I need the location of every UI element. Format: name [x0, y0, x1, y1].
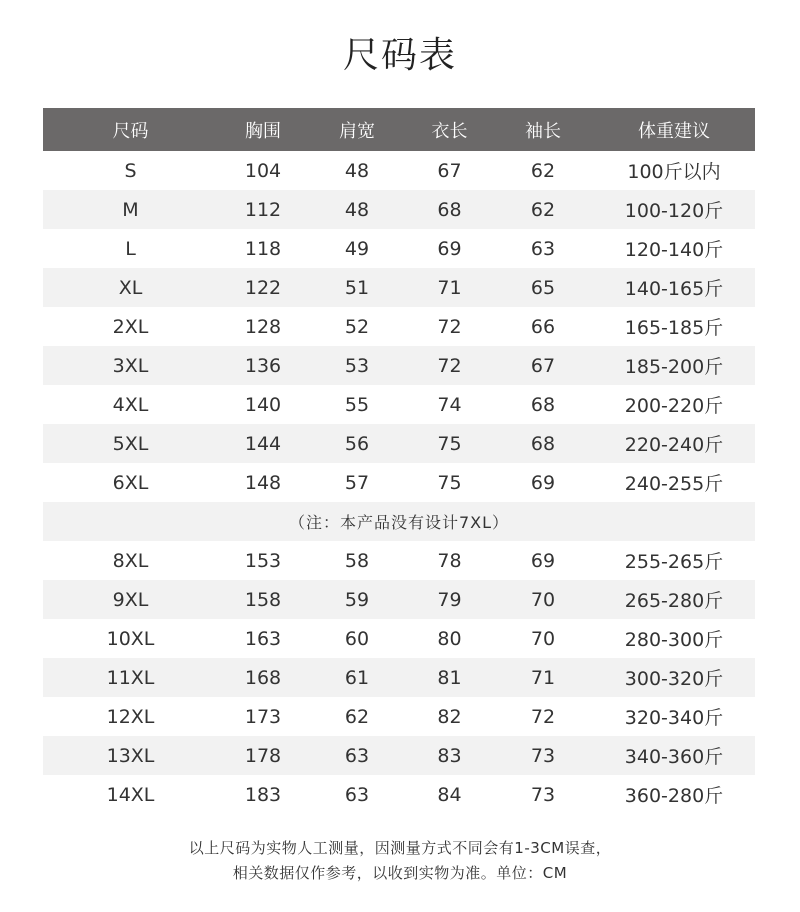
table-note: （注：本产品没有设计7XL）	[288, 513, 510, 532]
cell-size: 6XL	[112, 471, 149, 494]
table-row	[43, 385, 755, 424]
cell-chest: 153	[244, 549, 282, 572]
cell-size: 13XL	[106, 744, 155, 767]
cell-length: 72	[437, 354, 462, 377]
table-row	[43, 463, 755, 502]
cell-chest: 128	[244, 315, 282, 338]
cell-chest: 173	[244, 705, 282, 728]
cell-weight: 200-220斤	[624, 395, 724, 417]
cell-weight: 265-280斤	[624, 590, 724, 612]
cell-size: 12XL	[106, 705, 155, 728]
column-header-sleeve: 袖长	[525, 120, 561, 142]
table-row	[43, 658, 755, 697]
cell-sleeve: 68	[530, 393, 556, 416]
cell-length: 69	[437, 237, 462, 260]
column-header-chest: 胸围	[245, 120, 281, 142]
cell-shoulder: 48	[344, 159, 370, 182]
column-header-weight: 体重建议	[638, 120, 710, 142]
table-row	[43, 580, 755, 619]
cell-weight: 120-140斤	[624, 239, 724, 261]
cell-length: 68	[437, 198, 462, 221]
cell-chest: 118	[244, 237, 282, 260]
cell-sleeve: 68	[530, 432, 556, 455]
cell-size: 3XL	[112, 354, 149, 377]
cell-sleeve: 65	[530, 276, 556, 299]
cell-size: 10XL	[106, 627, 155, 650]
cell-weight: 280-300斤	[624, 629, 724, 651]
footer-line-2: 相关数据仅作参考，以收到实物为准。单位：CM	[232, 864, 568, 882]
cell-weight: 320-340斤	[624, 707, 724, 729]
cell-shoulder: 55	[344, 393, 370, 416]
cell-size: M	[122, 198, 139, 221]
cell-shoulder: 51	[344, 276, 370, 299]
cell-size: S	[124, 159, 137, 182]
cell-chest: 183	[244, 783, 282, 806]
column-header-length: 衣长	[431, 120, 468, 142]
cell-length: 84	[437, 783, 462, 806]
cell-length: 81	[437, 666, 462, 689]
cell-length: 78	[437, 549, 462, 572]
cell-shoulder: 59	[344, 588, 370, 611]
cell-length: 80	[437, 627, 462, 650]
table-row	[43, 736, 755, 775]
cell-chest: 104	[244, 159, 282, 182]
table-row	[43, 307, 755, 346]
size-table	[43, 108, 755, 814]
table-row	[43, 541, 755, 580]
cell-shoulder: 58	[344, 549, 370, 572]
cell-chest: 168	[244, 666, 282, 689]
cell-length: 67	[437, 159, 462, 182]
cell-size: 2XL	[112, 315, 149, 338]
cell-sleeve: 63	[530, 237, 556, 260]
table-body-bottom	[43, 541, 755, 814]
cell-weight: 300-320斤	[624, 668, 724, 690]
cell-length: 79	[437, 588, 462, 611]
cell-size: XL	[118, 276, 143, 299]
cell-sleeve: 70	[530, 588, 556, 611]
cell-length: 74	[437, 393, 462, 416]
cell-size: 5XL	[112, 432, 149, 455]
page-title: 尺码表	[342, 35, 457, 76]
cell-shoulder: 63	[344, 744, 370, 767]
cell-sleeve: 72	[530, 705, 556, 728]
footer-note	[0, 836, 800, 886]
cell-weight: 100-120斤	[624, 200, 724, 222]
cell-length: 75	[437, 471, 462, 494]
cell-length: 72	[437, 315, 462, 338]
cell-weight: 185-200斤	[624, 356, 724, 378]
cell-shoulder: 57	[344, 471, 370, 494]
cell-shoulder: 61	[344, 666, 370, 689]
cell-sleeve: 66	[530, 315, 556, 338]
cell-shoulder: 62	[344, 705, 370, 728]
cell-chest: 144	[244, 432, 282, 455]
cell-length: 82	[437, 705, 462, 728]
cell-sleeve: 62	[530, 159, 556, 182]
cell-weight: 165-185斤	[624, 317, 724, 339]
cell-size: 14XL	[106, 783, 155, 806]
cell-weight: 220-240斤	[624, 434, 724, 456]
cell-size: 8XL	[112, 549, 149, 572]
table-row	[43, 424, 755, 463]
cell-sleeve: 70	[530, 627, 556, 650]
cell-sleeve: 69	[530, 471, 556, 494]
table-row	[43, 229, 755, 268]
cell-shoulder: 49	[344, 237, 370, 260]
cell-weight: 100斤以内	[627, 161, 721, 183]
cell-weight: 360-280斤	[624, 785, 724, 807]
cell-sleeve: 69	[530, 549, 556, 572]
cell-shoulder: 60	[344, 627, 370, 650]
footer-line-1: 以上尺码为实物人工测量，因测量方式不同会有1-3CM误查，	[188, 839, 612, 857]
cell-sleeve: 62	[530, 198, 556, 221]
table-header	[43, 108, 755, 151]
cell-length: 71	[437, 276, 462, 299]
cell-shoulder: 53	[344, 354, 370, 377]
cell-chest: 178	[244, 744, 282, 767]
cell-size: 4XL	[112, 393, 149, 416]
cell-chest: 158	[244, 588, 282, 611]
cell-size: L	[125, 237, 136, 260]
cell-shoulder: 63	[344, 783, 370, 806]
cell-size: 11XL	[106, 666, 155, 689]
cell-weight: 240-255斤	[624, 473, 724, 495]
cell-chest: 148	[244, 471, 282, 494]
table-row	[43, 346, 755, 385]
table-row	[43, 619, 755, 658]
table-row	[43, 697, 755, 736]
cell-length: 75	[437, 432, 462, 455]
cell-shoulder: 52	[344, 315, 370, 338]
table-note-row	[43, 502, 755, 541]
cell-shoulder: 56	[344, 432, 370, 455]
cell-weight: 140-165斤	[624, 278, 724, 300]
column-header-size: 尺码	[112, 120, 149, 142]
cell-sleeve: 73	[530, 744, 556, 767]
cell-chest: 122	[244, 276, 282, 299]
table-row	[43, 268, 755, 307]
cell-sleeve: 71	[530, 666, 556, 689]
cell-chest: 112	[244, 198, 282, 221]
cell-weight: 340-360斤	[624, 746, 724, 768]
column-header-shoulder: 肩宽	[339, 120, 375, 142]
table-row	[43, 190, 755, 229]
cell-shoulder: 48	[344, 198, 370, 221]
cell-chest: 163	[244, 627, 282, 650]
cell-chest: 140	[244, 393, 282, 416]
cell-sleeve: 67	[530, 354, 556, 377]
cell-sleeve: 73	[530, 783, 556, 806]
cell-weight: 255-265斤	[624, 551, 724, 573]
cell-length: 83	[437, 744, 462, 767]
table-row	[43, 151, 755, 190]
table-body-top	[43, 151, 755, 502]
table-row	[43, 775, 755, 814]
cell-size: 9XL	[112, 588, 149, 611]
cell-chest: 136	[244, 354, 282, 377]
